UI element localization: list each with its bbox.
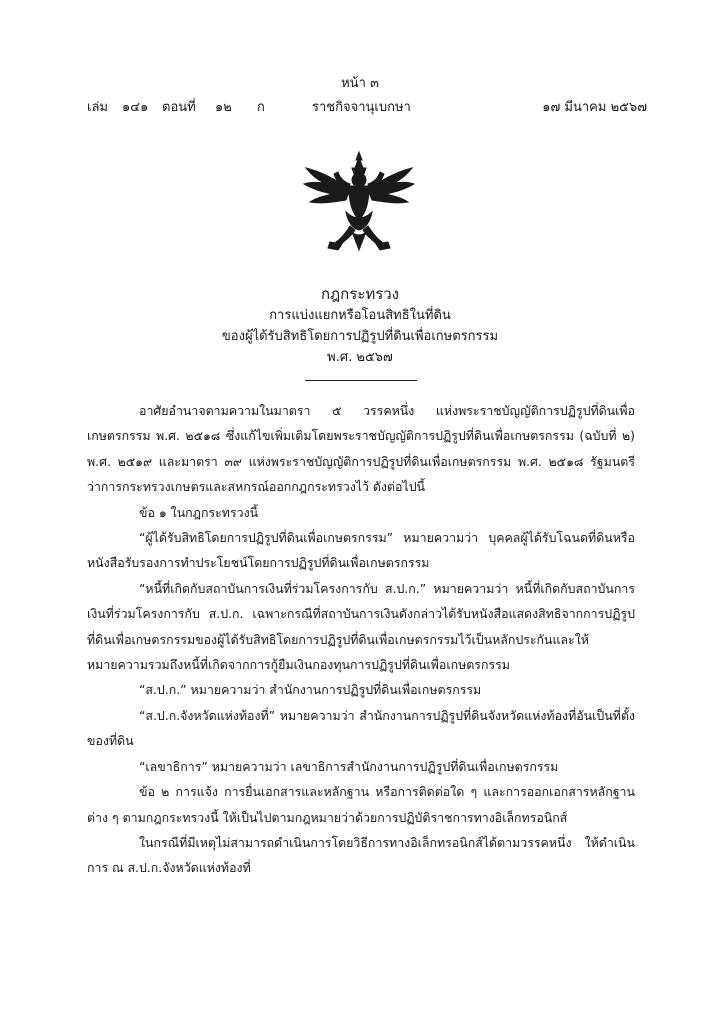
definition-paragraph: “เลขาธิการ” หมายความว่า เลขาธิการสำนักงานการปฏิรูปที่ดินเพื่อเกษตรกรรม — [139, 758, 559, 774]
preamble-paragraph: อาศัยอำนาจตามความในมาตรา ๕ วรรคหนึ่ง แห่งพระราชบัญญัติการปฏิรูปที่ดินเพื่อเกษตรกรรม พ.ศ. ๒๕๑๘ ซึ่งแก้ไขเพิ่มเติมโดยพระราชบัญญัติการปฏิรูปที่ดินเพื่อเกษตรกรรม (ฉบับที่ ๒) พ.ศ. ๒๕๑๙ และมาตรา ๓๙ แห่งพระราชบัญญัติการปฏิรูปที่ดินเพื่อเกษตรกรรม พ.ศ. ๒๕๑๘ รัฐมนตรีว่าการกระทรวงเกษตรและสหกรณ์ออกกฎกระทรวงไว้ ดังต่อไปนี้ — [87, 403, 635, 495]
definition-paragraph: “หนี้ที่เกิดกับสถาบันการเงินที่ร่วมโครงการกับ ส.ป.ก.” หมายความว่า หนี้ที่เกิดกับสถาบันการเงินที่ร่วมโครงการกับ ส.ป.ก. เฉพาะกรณีที่สถาบันการเงินดังกล่าวได้รับหนังสือแสดงสิทธิจากการปฏิรูปที่ดินเพื่อเกษตรกรรมของผู้ได้รับสิทธิโดยการปฏิรูปที่ดินเพื่อเกษตรกรรมไว้เป็นหลักประกันและให้หมายความรวมถึงหนี้ที่เกิดจากการกู้ยืมเงินกองทุนการปฏิรูปที่ดินเพื่อเกษตรกรรม — [87, 580, 635, 673]
volume-label: เล่ม — [87, 100, 108, 115]
definition-paragraph: “ส.ป.ก.จังหวัดแห่งท้องที่” หมายความว่า สำนักงานการปฏิรูปที่ดินจังหวัดแห่งท้องที่อันเป็นที่ตั้งของที่ดิน — [87, 707, 635, 749]
definition-paragraph: “ส.ป.ก.” หมายความว่า สำนักงานการปฏิรูปที่ดินเพื่อเกษตรกรรม — [139, 682, 482, 698]
section-letter: ก — [257, 100, 265, 115]
section-number: ๑๒ — [215, 100, 232, 115]
title-block — [0, 283, 720, 368]
document-subtitle-line-2: ของผู้ได้รับสิทธิโดยการปฏิรูปที่ดินเพื่อเกษตรกรรม — [221, 329, 499, 344]
document-title: กฎกระทรวง — [320, 285, 400, 303]
definition-paragraph: “ผู้ได้รับสิทธิโดยการปฏิรูปที่ดินเพื่อเกษตรกรรม” หมายความว่า บุคคลผู้ได้รับโฉนดที่ดินหรือหนังสือรับรองการทำประโยชน์โดยการปฏิรูปที่ดินเพื่อเกษตรกรรม — [87, 530, 635, 571]
document-subtitle-line-1: การแบ่งแยกหรือโอนสิทธิในที่ดิน — [269, 308, 451, 323]
clause-2-paragraph: ข้อ ๒ การแจ้ง การยื่นเอกสารและหลักฐาน หรือการติดต่อใด ๆ และการออกเอกสารหลักฐานต่าง ๆ ตามกฎกระทรวงนี้ ให้เป็นไปตามกฎหมายว่าด้วยการปฏิบัติราชการทางอิเล็กทรอนิกส์ — [87, 784, 635, 825]
title-divider — [305, 380, 417, 381]
section-label: ตอนที่ — [162, 100, 196, 115]
document-body — [87, 398, 635, 881]
gazette-header-line — [87, 96, 647, 116]
gazette-name: ราชกิจจานุเบกษา — [312, 100, 411, 115]
document-year: พ.ศ. ๒๕๖๗ — [327, 350, 393, 365]
clause-2-second-paragraph: ในกรณีที่มีเหตุไม่สามารถดำเนินการโดยวิธีการทางอิเล็กทรอนิกส์ได้ตามวรรคหนึ่ง ให้ดำเนินการ ณ ส.ป.ก.จังหวัดแห่งท้องที่ — [87, 834, 635, 876]
publication-date: ๑๗ มีนาคม ๒๕๖๗ — [542, 100, 647, 115]
clause-1-heading: ข้อ ๑ ในกฎกระทรวงนี้ — [139, 504, 259, 520]
garuda-emblem-icon — [302, 150, 416, 258]
volume-number: ๑๔๑ — [122, 100, 149, 115]
page-number: หน้า ๓ — [341, 76, 379, 91]
